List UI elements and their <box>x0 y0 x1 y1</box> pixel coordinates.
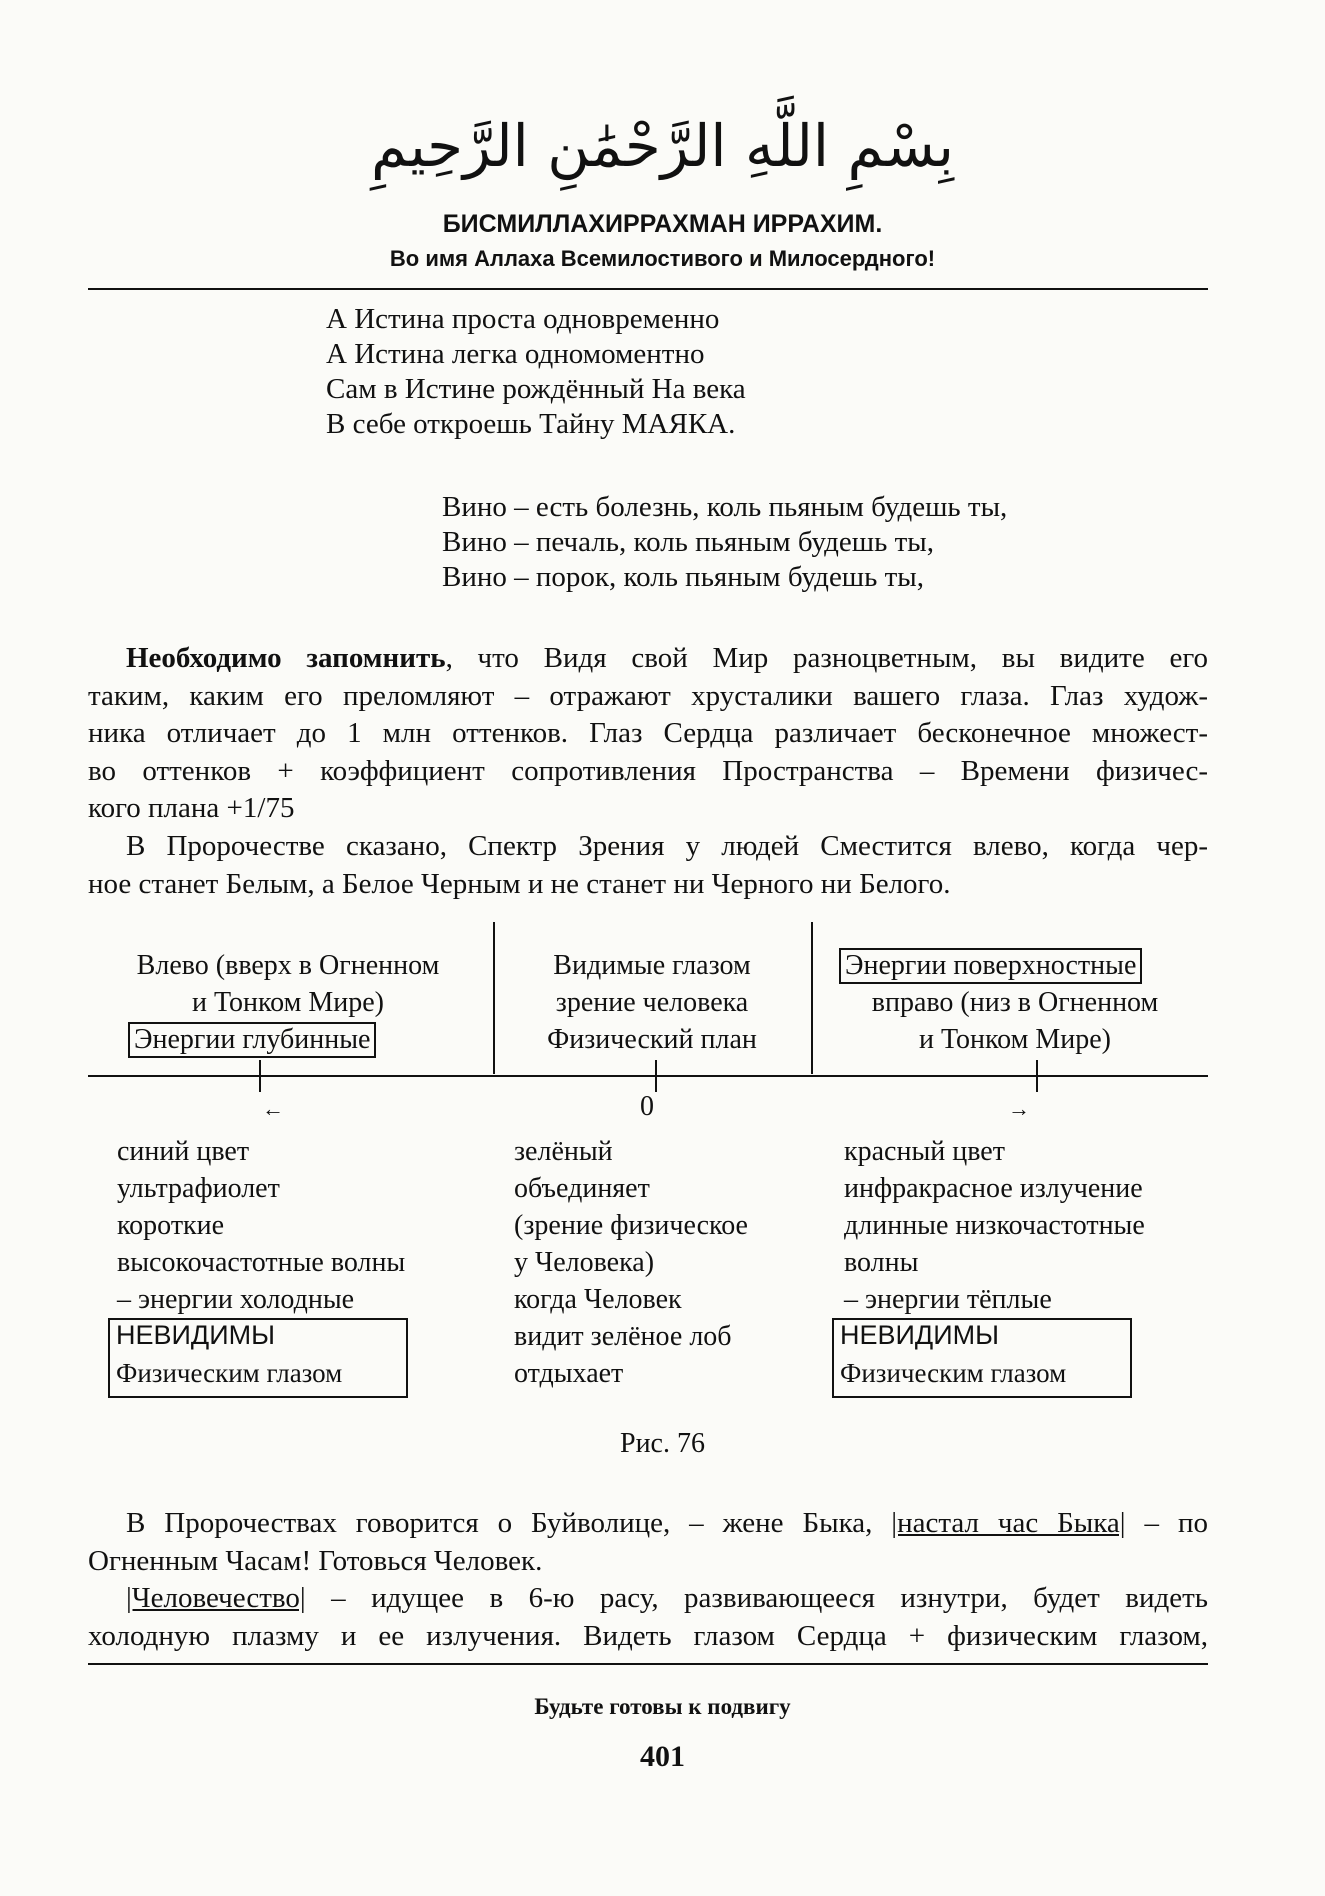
paragraph-line: ное станет Белым, а Белое Черным и не станет ни Черного ни Белого. <box>88 867 951 900</box>
axis-arrow-left: ← <box>262 1096 284 1121</box>
header-rule <box>88 288 1208 290</box>
header-subtitle: Во имя Аллаха Всемилостивого и Милосердного! <box>389 246 936 271</box>
running-footer: Будьте готовы к подвигу <box>534 1694 791 1719</box>
paragraph-line: ника отличает до 1 млн оттенков. Глаз Сердца различает бесконечное множест- <box>88 717 1208 749</box>
paragraph-line: |Человечество| – идущее в 6-ю расу, развивающееся изнутри, будет видеть <box>126 1582 1208 1614</box>
footer-rule <box>88 1663 1208 1665</box>
poem-line: А Истина проста одновременно <box>326 303 720 335</box>
paragraph-buffalo <box>88 1505 1208 1580</box>
list-item: короткие <box>117 1210 225 1241</box>
page-number: 401 <box>640 1740 685 1773</box>
list-item: волны <box>844 1247 919 1278</box>
paragraph-line: В Пророчестве сказано, Спектр Зрения у людей Сместится влево, когда чер- <box>126 830 1208 862</box>
list-item: инфракрасное излучение <box>844 1173 1143 1204</box>
left-spectrum-list <box>117 1133 405 1318</box>
paragraph-humanity <box>88 1580 1208 1655</box>
paragraph-line: таким, каким его преломляют – отражают хрусталики вашего глаза. Глаз худож- <box>88 679 1208 712</box>
list-item: – энергии холодные <box>117 1284 355 1315</box>
list-item: (зрение физическое <box>514 1210 748 1241</box>
underlined-phrase: |Человечество| <box>126 1582 306 1614</box>
left-invisible-box <box>108 1318 408 1398</box>
axis-tick-right <box>1036 1060 1038 1092</box>
list-item: длинные низкочастотные <box>844 1210 1145 1241</box>
list-item: синий цвет <box>117 1136 250 1167</box>
paragraph-line: кого плана +1/75 <box>88 792 295 824</box>
poem-line: Вино – печаль, коль пьяным будешь ты, <box>442 526 934 558</box>
list-item: зелёный <box>514 1136 613 1167</box>
arabic-calligraphy: بِسْمِ اللَّهِ الرَّحْمَٰنِ الرَّحِيمِ <box>371 112 954 180</box>
poem-line: Сам в Истине рождённый На века <box>326 373 746 405</box>
bold-lead: Необходимо запомнить <box>126 642 446 674</box>
right-invisible-box <box>832 1318 1132 1398</box>
axis-zero-label: 0 <box>640 1091 654 1122</box>
paragraph-line: во оттенков + коэффициент сопротивления Пространства – Времени физичес- <box>88 754 1208 787</box>
right-heading: вправо (низ в Огненном и Тонком Мире) <box>871 987 1159 1055</box>
axis-arrow-right: → <box>1008 1096 1030 1121</box>
header-title: БИСМИЛЛАХИРРАХМАН ИРРАХИМ. <box>442 210 883 238</box>
spectrum-axis <box>88 1075 1208 1077</box>
list-item: ультрафиолет <box>117 1173 280 1204</box>
poem-line: Вино – есть болезнь, коль пьяным будешь ты, <box>442 491 1008 523</box>
middle-heading: Видимые глазом зрение человека Физический план <box>547 950 757 1055</box>
list-item: видит зелёное лоб <box>514 1321 732 1352</box>
divider-line <box>811 922 813 1074</box>
list-item: красный цвет <box>844 1136 1005 1167</box>
invisible-sublabel: Физическим глазом <box>116 1358 343 1388</box>
poem-line: В себе откроешь Тайну МАЯКА. <box>326 408 736 440</box>
list-item: объединяет <box>514 1173 650 1204</box>
right-spectrum-list <box>844 1133 1145 1318</box>
list-item: у Человека) <box>514 1247 655 1278</box>
axis-tick-left <box>259 1060 261 1092</box>
list-item: отдыхает <box>514 1358 624 1389</box>
axis-tick-center <box>655 1060 657 1092</box>
poem-line: Вино – порок, коль пьяным будешь ты, <box>442 561 925 593</box>
left-energy-box: Энергии глубинные <box>128 1022 376 1058</box>
invisible-label: НЕВИДИМЫ <box>840 1320 1000 1350</box>
middle-spectrum-list <box>514 1133 748 1392</box>
underlined-phrase: |настал час Быка| <box>891 1507 1126 1539</box>
paragraph-line: В Пророчествах говорится о Буйволице, – жене Быка, |настал час Быка| – по <box>126 1507 1208 1539</box>
paragraph-line: холодную плазму и ее излучения. Видеть глазом Сердца + физическим глазом, <box>88 1619 1208 1652</box>
invisible-sublabel: Физическим глазом <box>840 1358 1067 1388</box>
poem-stanza-1 <box>326 302 746 442</box>
left-heading: Влево (вверх в Огненном и Тонком Мире) <box>136 950 440 1018</box>
figure-caption: Рис. 76 <box>620 1428 705 1459</box>
poem-line: А Истина легка одномоментно <box>326 338 705 370</box>
paragraph-prophecy <box>88 828 1208 903</box>
right-energy-box: Энергии поверхностные <box>839 948 1142 984</box>
paragraph-line: Необходимо запомнить, что Видя свой Мир разноцветным, вы видите его <box>126 642 1208 674</box>
list-item: когда Человек <box>514 1284 682 1315</box>
invisible-label: НЕВИДИМЫ <box>116 1320 276 1350</box>
list-item: – энергии тёплые <box>844 1284 1052 1315</box>
divider-line <box>493 922 495 1074</box>
paragraph-remember <box>88 640 1208 828</box>
list-item: высокочастотные волны <box>117 1247 406 1278</box>
poem-stanza-2 <box>442 490 1007 595</box>
paragraph-line: Огненным Часам! Готовься Человек. <box>88 1544 543 1577</box>
